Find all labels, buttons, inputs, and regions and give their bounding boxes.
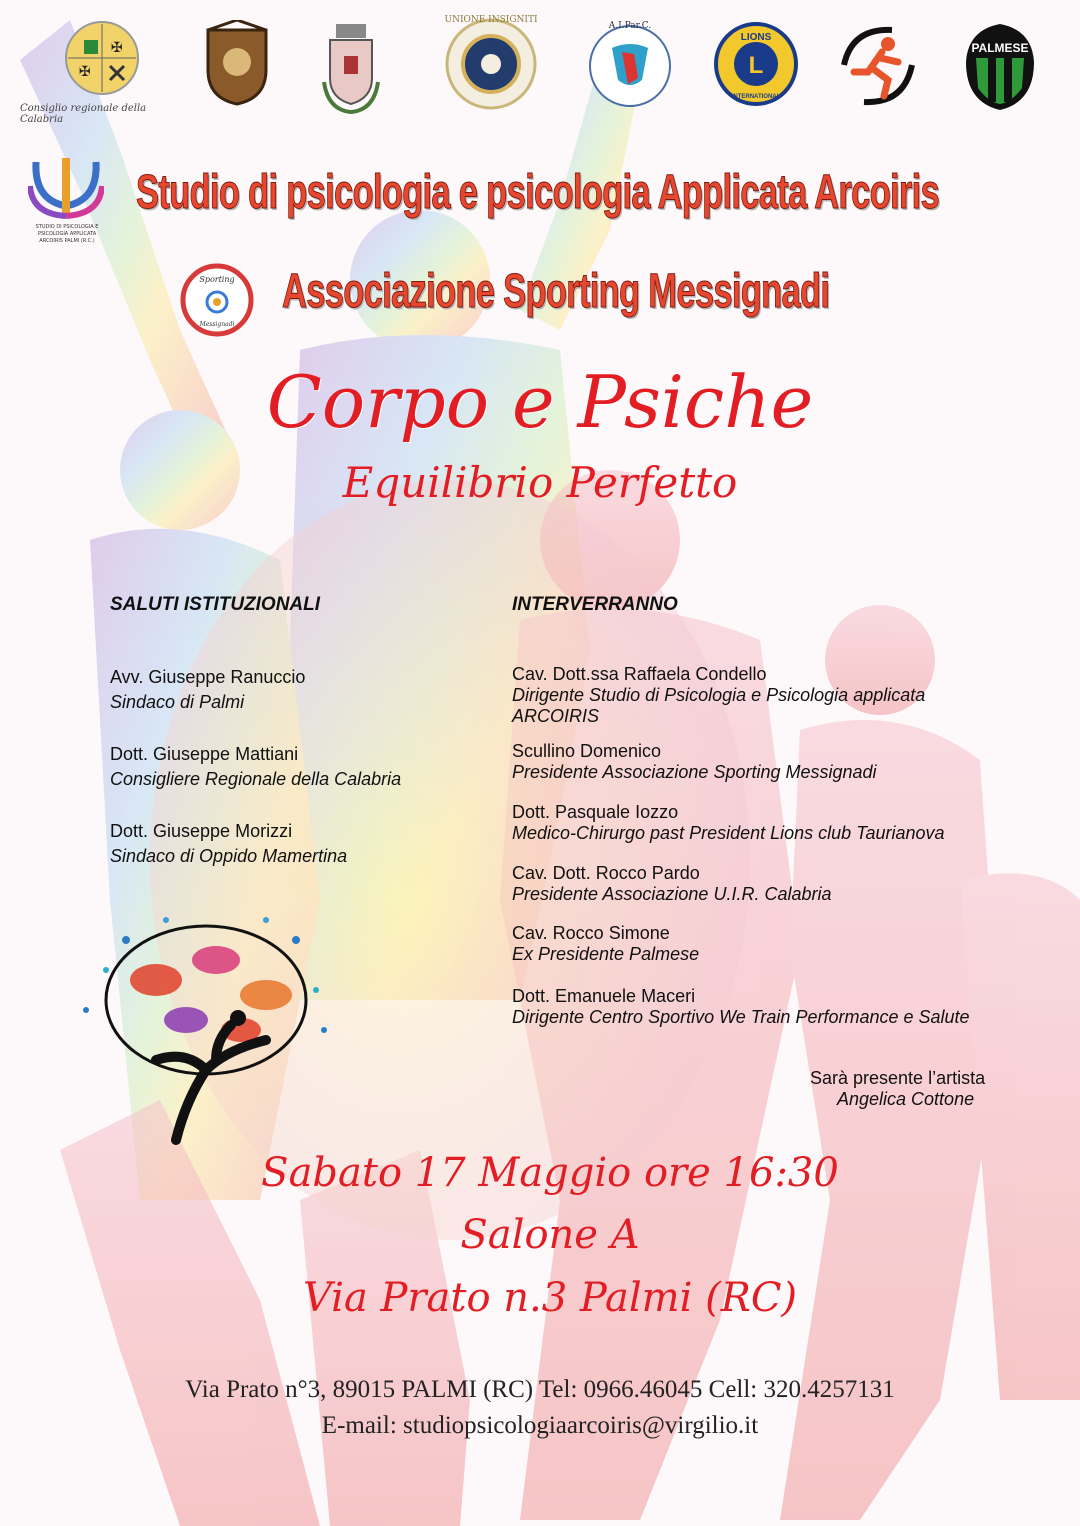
saluti-heading: SALUTI ISTITUZIONALI — [110, 594, 321, 615]
lions-international-logo — [708, 20, 804, 108]
speaker-item — [512, 863, 1052, 905]
saluti-item — [110, 744, 401, 790]
svg-text:✠: ✠ — [79, 64, 91, 80]
runner-sports-logo — [832, 20, 922, 110]
person-role: Consigliere Regionale della Calabria — [110, 769, 402, 789]
speaker-item — [512, 923, 1052, 965]
person-role: Presidente Associazione Sporting Messignadi — [512, 762, 877, 782]
person-name: Dott. Giuseppe Morizzi — [110, 821, 293, 841]
artistic-tree-dancer-illustration — [66, 900, 346, 1150]
artist-note-label: Sarà presente l’artista — [810, 1068, 986, 1088]
artist-note — [810, 1068, 985, 1110]
unione-logo-text: UNIONE INSIGNITI — [444, 15, 538, 25]
arcoiris-psi-logo — [28, 156, 104, 222]
person-role: Presidente Associazione U.I.R. Calabria — [512, 884, 832, 904]
person-name: Avv. Giuseppe Ranuccio — [110, 667, 306, 687]
person-name: Dott. Emanuele Maceri — [512, 986, 696, 1006]
person-role-continued: ARCOIRIS — [512, 706, 600, 726]
speaker-item — [512, 986, 1072, 1028]
svg-text:L: L — [748, 52, 764, 79]
speaker-item — [512, 664, 1052, 727]
calabria-region-logo — [62, 18, 142, 98]
unione-insigniti-logo — [440, 8, 542, 126]
person-name: Cav. Dott.ssa Raffaela Condello — [512, 664, 767, 684]
event-room: Salone A — [460, 1212, 640, 1258]
lions-logo-subtext: INTERNATIONAL — [731, 94, 781, 100]
speaker-item — [512, 741, 1052, 783]
aiparc-logo-text: A.I.Par.C. — [608, 21, 652, 31]
artist-name: Angelica Cottone — [837, 1089, 975, 1109]
organizer-title-arcoiris: Studio di psicologia e psicologia Applicata Arcoiris — [136, 166, 940, 219]
lions-logo-text: LIONS — [740, 32, 772, 43]
palmi-coat-of-arms-icon — [198, 20, 276, 106]
event-date-time: Sabato 17 Maggio ore 16:30 — [261, 1150, 839, 1196]
svg-text:Messignadi: Messignadi — [199, 321, 235, 328]
speaker-item — [512, 802, 1052, 844]
person-role: Dirigente Studio di Psicologia e Psicologia applicata — [512, 685, 926, 705]
aiparc-logo — [578, 18, 682, 112]
interverranno-heading: INTERVERRANNO — [512, 594, 678, 615]
person-role: Ex Presidente Palmese — [512, 944, 700, 964]
event-title: Corpo e Psiche — [266, 360, 814, 444]
person-name: Scullino Domenico — [512, 741, 662, 761]
arcoiris-logo-caption: STUDIO DI PSICOLOGIA E PSICOLOGIA APPLICATA ARCOIRIS PALMI (R.C.) — [35, 224, 99, 244]
person-name: Dott. Pasquale Iozzo — [512, 802, 679, 822]
organizer-title-sporting: Associazione Sporting Messignadi — [282, 265, 830, 318]
footer-email: E-mail: studiopsicologiaarcoiris@virgilio.it — [321, 1412, 759, 1439]
person-role: Sindaco di Palmi — [110, 692, 245, 712]
person-name: Dott. Giuseppe Mattiani — [110, 744, 299, 764]
sporting-messignadi-logo — [174, 262, 260, 338]
oppido-coat-of-arms-icon — [318, 22, 384, 114]
person-role: Sindaco di Oppido Mamertina — [110, 846, 348, 866]
calabria-logo-caption: Consiglio regionale della Calabria — [20, 103, 147, 125]
person-role: Dirigente Centro Sportivo We Train Performance e Salute — [512, 1007, 970, 1027]
footer-contact: Via Prato n°3, 89015 PALMI (RC) Tel: 0966.46045 Cell: 320.4257131 — [185, 1376, 895, 1403]
saluti-item — [110, 821, 347, 867]
event-address: Via Prato n.3 Palmi (RC) — [302, 1275, 798, 1321]
person-role: Medico-Chirurgo past President Lions club Taurianova — [512, 823, 945, 843]
saluti-item — [110, 667, 305, 713]
person-name: Cav. Dott. Rocco Pardo — [512, 863, 700, 883]
person-name: Cav. Rocco Simone — [512, 923, 670, 943]
palmese-football-club-logo — [962, 22, 1038, 112]
svg-text:Sporting: Sporting — [199, 275, 235, 284]
svg-text:✠: ✠ — [111, 40, 123, 56]
event-subtitle: Equilibrio Perfetto — [342, 458, 738, 507]
palmese-logo-text: PALMESE — [971, 41, 1029, 55]
